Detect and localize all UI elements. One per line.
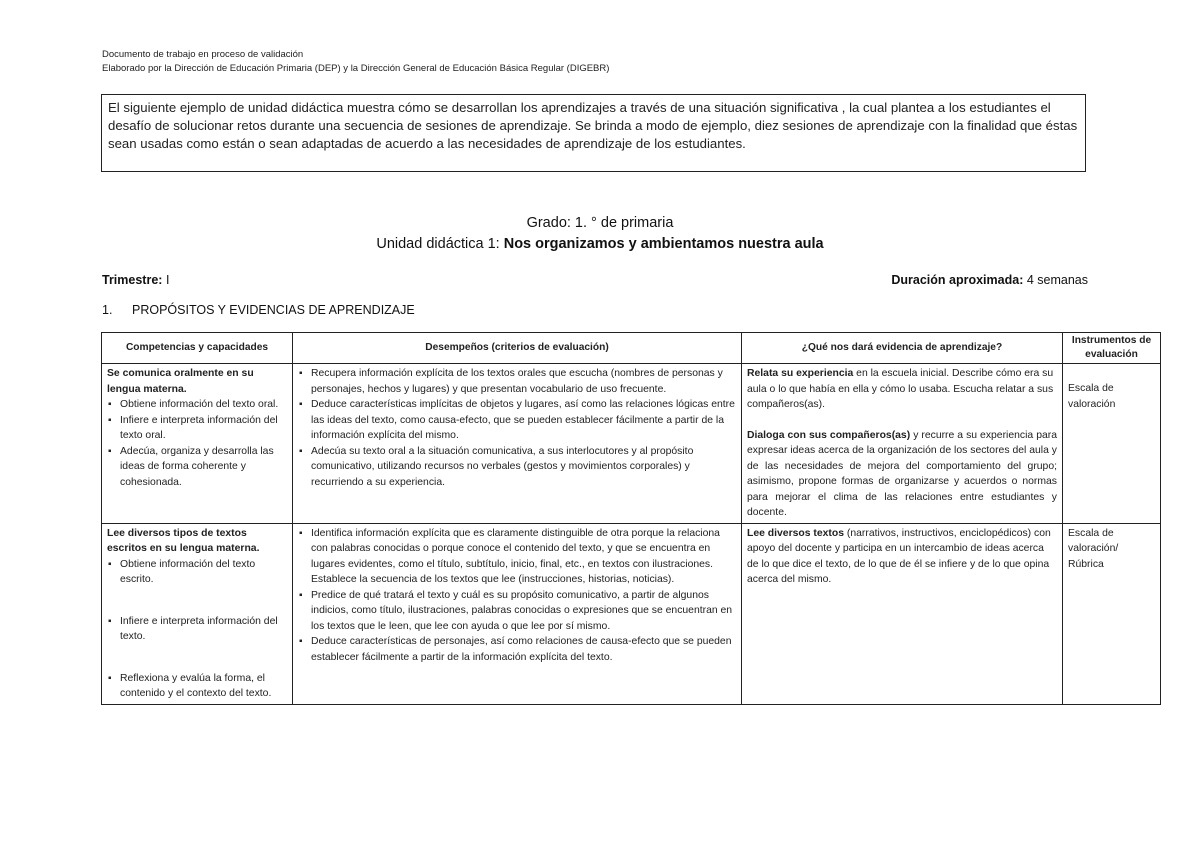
evidencia-cell xyxy=(742,523,1063,704)
list-item: ▪ Predice de qué tratará el texto y cuál es su propósito comunicativo, a partir de algunos indicios, como título, ilustraciones, palabras conocidas o expresiones que se encuentran en los textos que le leen, que lee con ayuda o que lee por sí mismo. xyxy=(311,588,736,635)
instrumento-cell xyxy=(1063,523,1161,704)
capacidades-list xyxy=(107,614,287,645)
list-item: ▪ Adecúa su texto oral a la situación comunicativa, a sus interlocutores y al propósito comunicativo, utilizando recursos no verbales (gestos y movimientos corporales) y recurriendo a su experiencia. xyxy=(311,444,736,491)
list-item: ▪ Infiere e interpreta información del texto oral. xyxy=(120,413,287,444)
instrumento-text: Escala de valoración xyxy=(1068,383,1116,410)
unidad-title xyxy=(0,236,1200,252)
evidence-table xyxy=(101,332,1161,705)
header-competencias: Competencias y capacidades xyxy=(102,333,293,364)
evidencia-text: en la escuela inicial. Describe cómo era su aula o lo que había en ella y cómo lo usaba. Escucha relatar a sus compañeros(as). xyxy=(747,368,1054,410)
table-row xyxy=(102,523,1161,704)
evidencia-text: y recurre a su experiencia para expresar ideas acerca de la organización de los sectores del aula y de las necesidades de mejora del comportamiento del grupo; asimismo, propone formas de organizarse y acuerdos o normas para mejorar el clima de las relaciones entre estudiantes y docente. xyxy=(747,429,1057,518)
list-item: ▪ Deduce características implícitas de objetos y lugares, así como las relaciones lógicas entre las ideas del texto, como causa-efecto, que se pueden establecer fácilmente a partir de la información explícita del mismo. xyxy=(311,397,736,444)
section-number: 1. xyxy=(102,303,113,317)
evidencia-bold: Dialoga con sus compañeros(as) xyxy=(747,429,911,441)
list-item: ▪ Obtiene información del texto oral. xyxy=(120,397,287,413)
list-item: ▪ Infiere e interpreta información del texto. xyxy=(120,614,287,645)
table-row xyxy=(102,364,1161,524)
desempenos-list xyxy=(298,526,736,666)
desempenos-cell xyxy=(293,523,742,704)
list-item: ▪ Identifica información explícita que es claramente distinguible de otra porque la relaciona con palabras conocidas o porque conoce el contenido del texto, y que se encuentra en lugares evidentes, como el título, subtítulo, inicio, final, etc., en textos con ilustraciones. Establece la secuencia de los textos que lee (instrucciones, historias, noticias). xyxy=(311,526,736,588)
trimestre xyxy=(102,273,169,287)
evidencia-paragraph xyxy=(747,526,1057,588)
evidencia-paragraph xyxy=(747,428,1057,521)
paragraph-spacer xyxy=(747,413,1057,428)
duracion-value: 4 semanas xyxy=(1026,273,1088,287)
list-item: ▪ Deduce características de personajes, así como relaciones de causa-efecto que se pueden establecer fácilmente a partir de la información explícita del texto. xyxy=(311,634,736,665)
capacidades-list xyxy=(107,671,287,702)
capacidades-list xyxy=(107,557,287,588)
trimestre-label: Trimestre: xyxy=(102,273,163,287)
grado-title: Grado: 1. ° de primaria xyxy=(526,215,674,231)
evidencia-bold: Relata su experiencia xyxy=(747,368,854,379)
competencia-title: Lee diversos tipos de textos escritos en su lengua materna. xyxy=(107,527,260,554)
header-desempenos: Desempeños (criterios de evaluación) xyxy=(293,333,742,364)
list-spacer xyxy=(107,588,287,614)
list-item: ▪ Recupera información explícita de los textos orales que escucha (nombres de personas y personajes, hechos y lugares) y que presentan vocabulario de uso frecuente. xyxy=(311,366,736,397)
list-item: ▪ Adecúa, organiza y desarrolla las ideas de forma coherente y cohesionada. xyxy=(120,444,287,491)
document-header xyxy=(102,48,609,76)
desempenos-cell xyxy=(293,364,742,524)
competencia-title: Se comunica oralmente en su lengua materna. xyxy=(107,368,254,395)
unidad-prefix: Unidad didáctica 1: xyxy=(376,236,500,252)
duracion-label: Duración aproximada: xyxy=(891,273,1024,287)
desempenos-list xyxy=(298,366,736,490)
competencia-cell xyxy=(102,523,293,704)
duracion xyxy=(891,273,1088,287)
intro-box xyxy=(101,94,1086,172)
header-line-2: Elaborado por la Dirección de Educación Primaria (DEP) y la Dirección General de Educación Básica Regular (DIGEBR) xyxy=(102,63,610,74)
competencia-cell xyxy=(102,364,293,524)
evidencia-bold: Lee diversos textos xyxy=(747,527,845,539)
header-line-1: Documento de trabajo en proceso de validación xyxy=(102,49,304,60)
evidencia-text: (narrativos, instructivos, enciclopédicos) con apoyo del docente y participa en un intercambio de ideas acerca de lo que dice el texto, de lo que de él se infiere y de lo que opina acerca del mismo. xyxy=(747,527,1051,585)
capacidades-list xyxy=(107,397,287,490)
trimestre-value: I xyxy=(165,273,170,287)
table-header-row xyxy=(102,333,1161,364)
evidencia-paragraph xyxy=(747,366,1057,413)
list-item: ▪ Reflexiona y evalúa la forma, el contenido y el contexto del texto. xyxy=(120,671,287,702)
evidencia-cell xyxy=(742,364,1063,524)
instrumento-cell xyxy=(1063,364,1161,524)
section-heading xyxy=(102,303,415,317)
list-spacer xyxy=(107,645,287,671)
section-title: PROPÓSITOS Y EVIDENCIAS DE APRENDIZAJE xyxy=(132,303,415,317)
intro-text: El siguiente ejemplo de unidad didáctica muestra cómo se desarrollan los aprendizajes a través de una situación significativa , la cual plantea a los estudiantes el desafío de solucionar retos durante una secuencia de sesiones de aprendizaje. Se brinda a modo de ejemplo, diez sesiones de aprendizaje con la finalidad que éstas sean usadas como están o sean adaptadas de acuerdo a las necesidades de aprendizaje de los estudiantes. xyxy=(108,100,1078,151)
instrumento-text: Escala de valoración/ Rúbrica xyxy=(1068,527,1119,570)
list-item: ▪ Obtiene información del texto escrito. xyxy=(120,557,287,588)
unidad-name: Nos organizamos y ambientamos nuestra aula xyxy=(503,236,824,252)
header-evidencia: ¿Qué nos dará evidencia de aprendizaje? xyxy=(742,333,1063,364)
header-instrumentos: Instrumentos de evaluación xyxy=(1063,333,1161,364)
cell-spacer xyxy=(1068,366,1155,381)
